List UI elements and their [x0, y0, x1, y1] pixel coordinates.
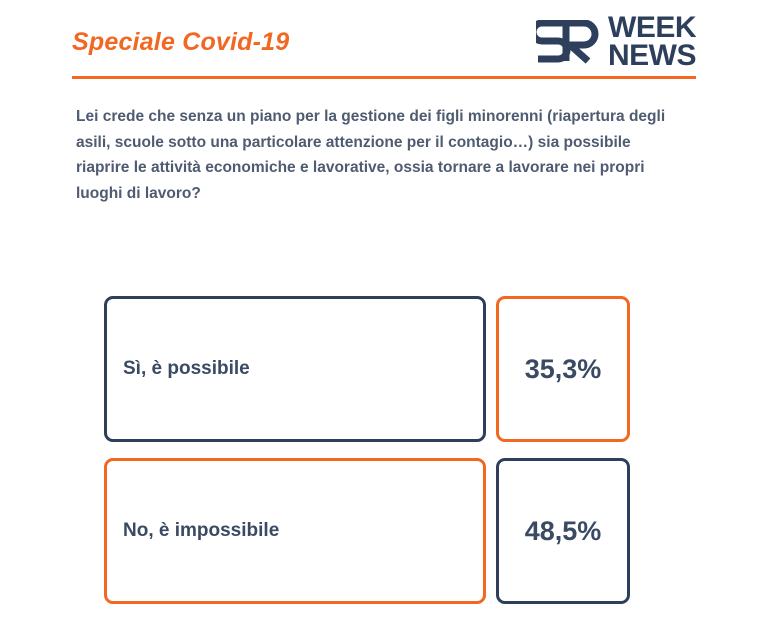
er-monogram-icon	[536, 20, 602, 64]
header-divider	[72, 76, 696, 79]
answer-label-box-1	[104, 296, 486, 442]
answer-value-box-2	[496, 458, 630, 604]
results-chart	[0, 296, 768, 620]
slide-header	[72, 11, 696, 72]
logo-word-week: WEEK	[608, 11, 696, 45]
answer-label-box-2	[104, 458, 486, 604]
logo-word-news: NEWS	[608, 39, 696, 72]
question-text: Lei crede che senza un piano per la gestione dei figli minorenni (riapertura degli asili, scuole sotto una particolare attenzione per il contagio…) sia possibile riaprire le attività economiche e lavorative, ossia tornare a lavorare nei propri luoghi di lavoro?	[76, 108, 666, 203]
brand-logo	[536, 11, 696, 72]
page-title: Speciale Covid-19	[72, 28, 290, 56]
answer-label-2: No, è impossibile	[123, 520, 280, 541]
answer-value-2: 48,5%	[524, 515, 602, 546]
answer-value-1: 35,3%	[524, 353, 602, 384]
table-row	[0, 458, 768, 606]
answer-label-1: Sì, è possibile	[123, 358, 250, 379]
table-row	[0, 296, 768, 444]
answer-value-box-1	[496, 296, 630, 442]
logo-wordmark	[608, 11, 696, 72]
